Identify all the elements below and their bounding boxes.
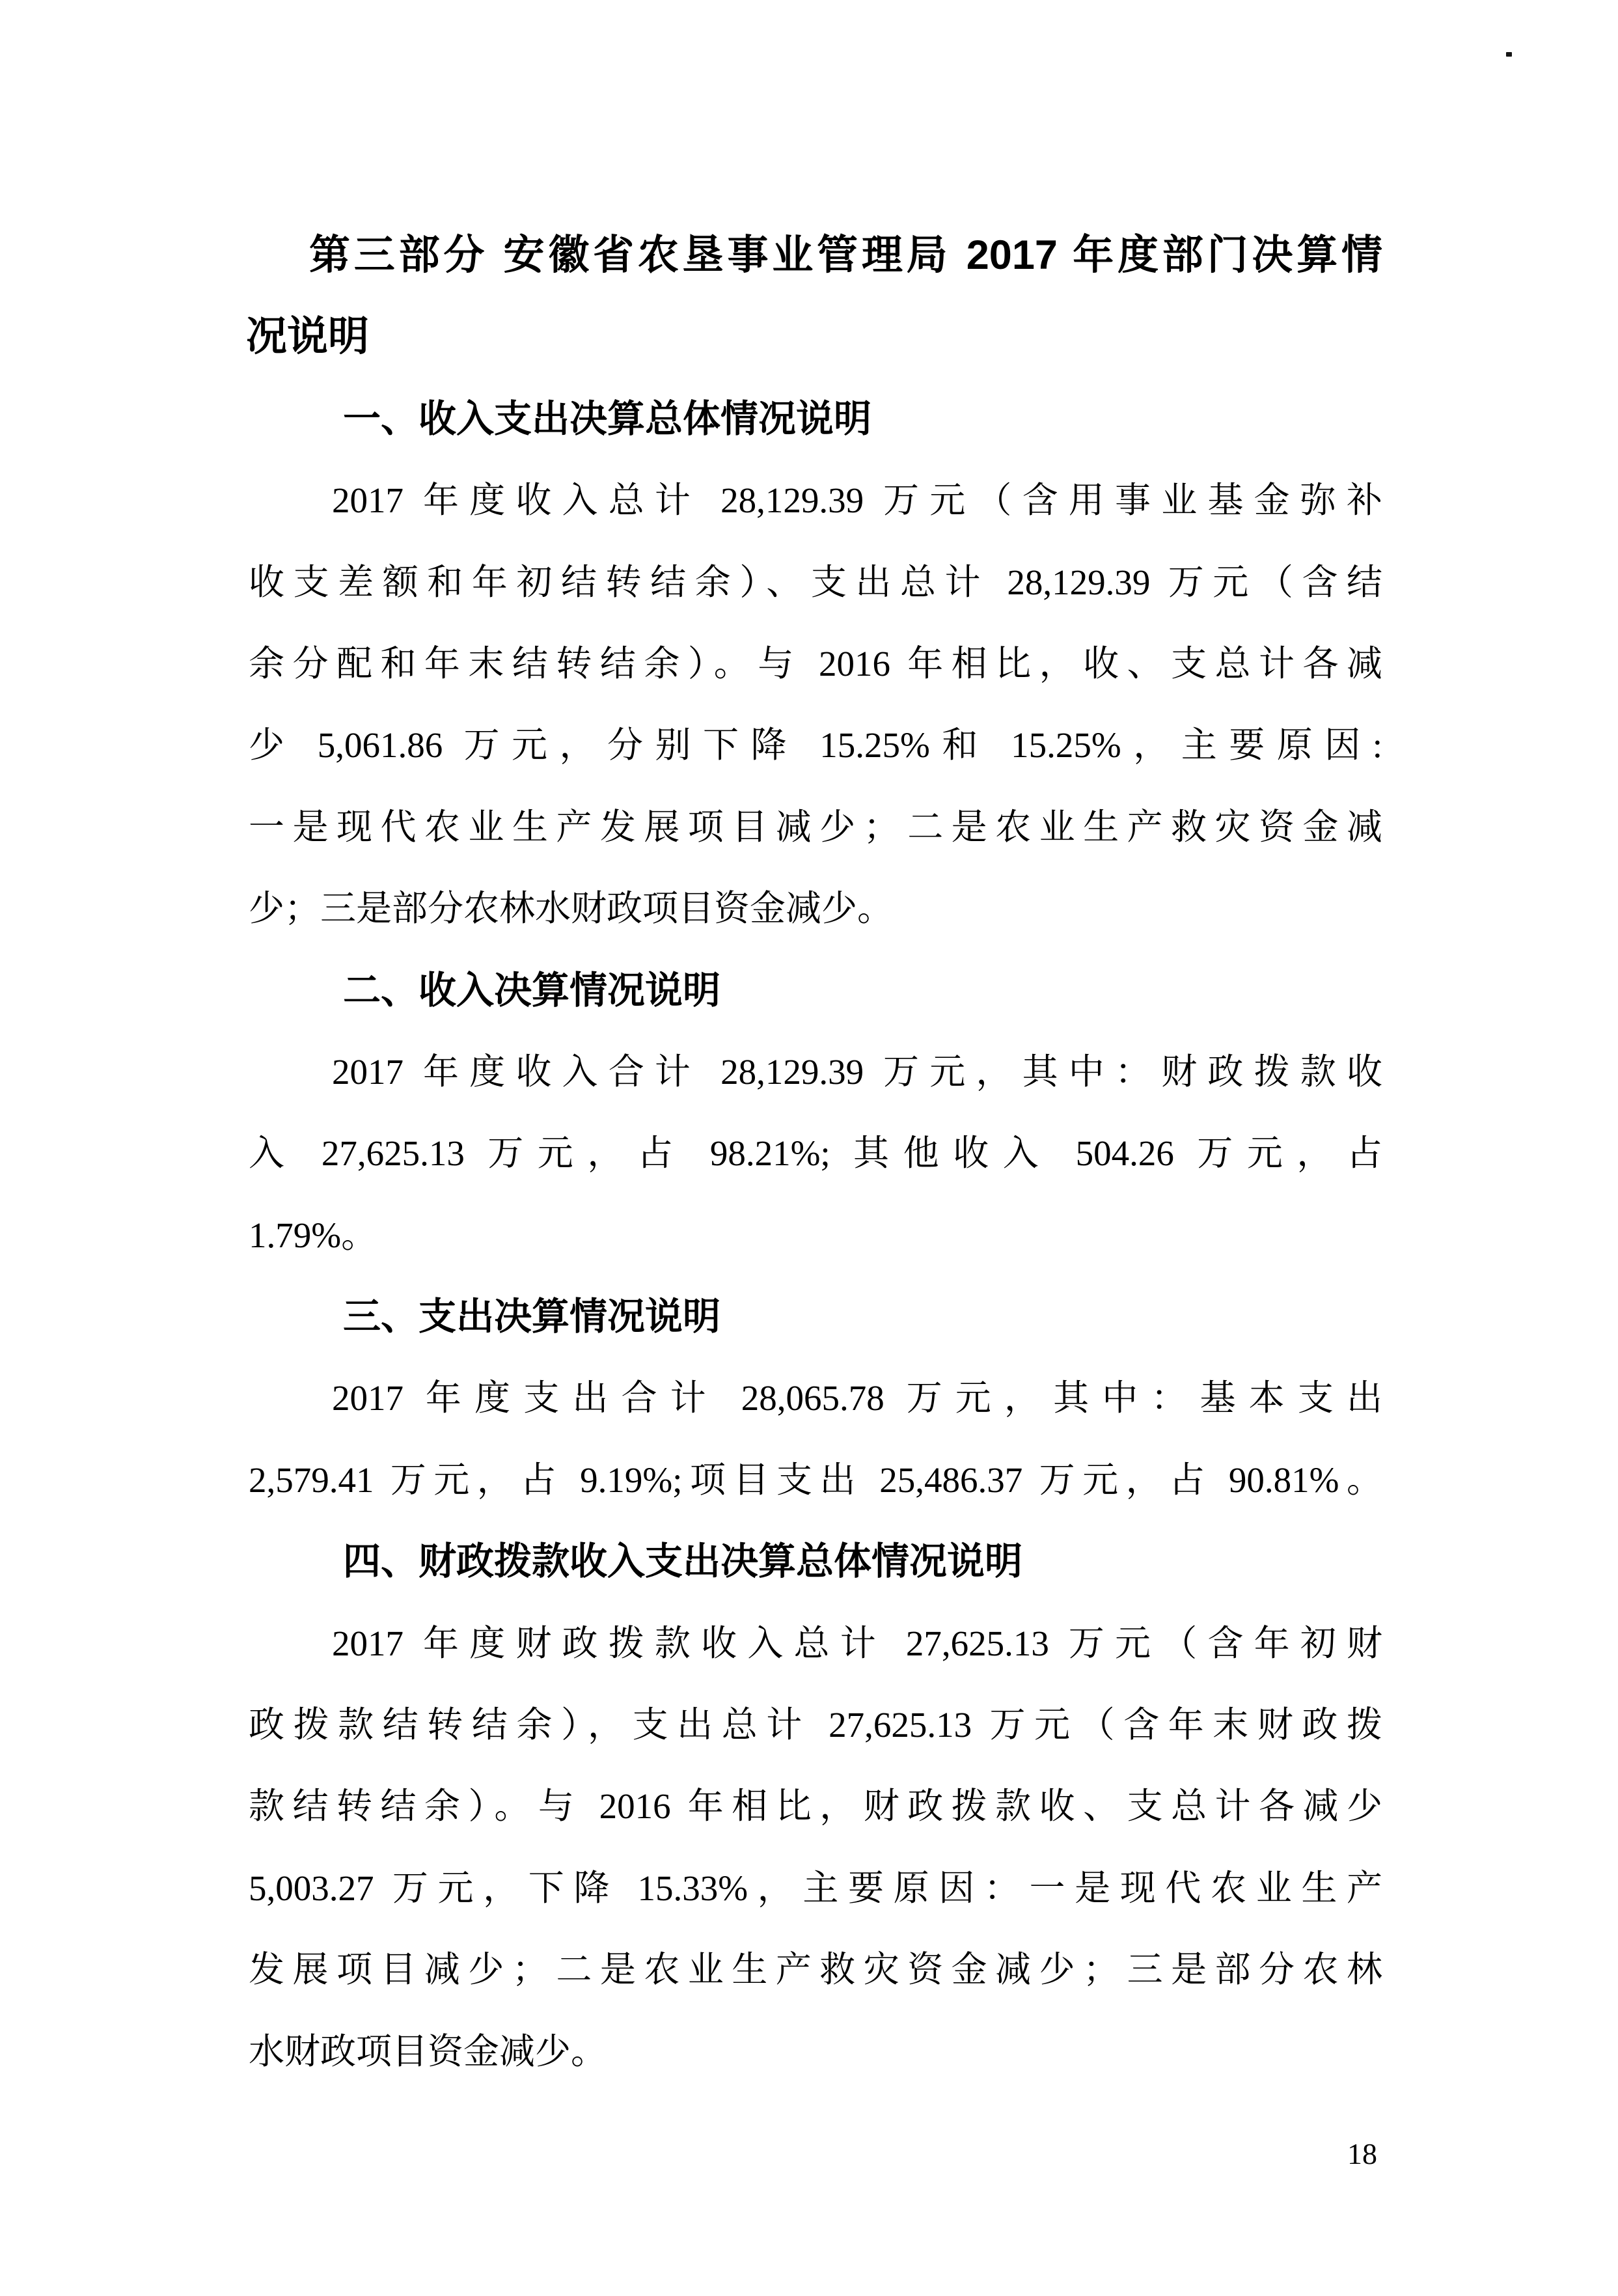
paragraph-line: 入 27,625.13 万元，占 98.21%; 其他收入 504.26 万元，占 <box>249 1133 1382 1174</box>
section-2-heading: 二、收入决算情况说明 <box>343 969 721 1012</box>
paragraph-line: 2,579.41 万元，占 9.19%;项目支出 25,486.37 万元，占 90.81%。 <box>249 1459 1382 1500</box>
paragraph-line: 水财政项目资金减少。 <box>249 2031 607 2071</box>
paragraph-line: 少 5,061.86 万元，分别下降 15.25%和 15.25%，主要原因: <box>249 725 1382 766</box>
section-4-heading: 四、财政拨款收入支出决算总体情况说明 <box>343 1540 1023 1583</box>
paragraph-line: 发展项目减少；二是农业生产救灾资金减少；三是部分农林 <box>249 1950 1382 1990</box>
document-body <box>0 215 1618 2092</box>
paragraph-line: 政拨款结转结余），支出总计 27,625.13 万元（含年末财政拨 <box>249 1705 1382 1745</box>
paragraph-line: 一是现代农业生产发展项目减少；二是农业生产救灾资金减 <box>249 807 1382 847</box>
paragraph-line: 2017 年度支出合计 28,065.78 万元，其中：基本支出 <box>332 1378 1382 1418</box>
scan-artifact-dot <box>1506 52 1512 57</box>
paragraph-line: 2017 年度收入总计 28,129.39 万元（含用事业基金弥补 <box>332 480 1382 521</box>
paragraph-line: 5,003.27 万元，下降 15.33%，主要原因：一是现代农业生产 <box>249 1868 1382 1908</box>
section-3-heading: 三、支出决算情况说明 <box>343 1295 721 1338</box>
document-title-line-1: 第三部分 安徽省农垦事业管理局 2017 年度部门决算情 <box>309 232 1382 278</box>
paragraph-line: 少；三是部分农林水财政项目资金减少。 <box>249 889 894 929</box>
paragraph-line: 2017 年度财政拨款收入总计 27,625.13 万元（含年初财 <box>332 1623 1382 1663</box>
paragraph-line: 2017 年度收入合计 28,129.39 万元，其中：财政拨款收 <box>332 1051 1382 1092</box>
section-1-heading: 一、收入支出决算总体情况说明 <box>343 397 872 440</box>
paragraph-line: 款结转结余）。与 2016 年相比，财政拨款收、支总计各减少 <box>249 1786 1382 1827</box>
paragraph-line: 收支差额和年初结转结余）、支出总计 28,129.39 万元（含结 <box>249 562 1382 602</box>
paragraph-line: 1.79%。 <box>249 1215 377 1255</box>
paragraph-line: 余分配和年末结转结余）。与 2016 年相比，收、支总计各减 <box>249 643 1382 684</box>
page-number: 18 <box>1347 2137 1377 2170</box>
document-title-line-2: 况说明 <box>246 314 369 360</box>
